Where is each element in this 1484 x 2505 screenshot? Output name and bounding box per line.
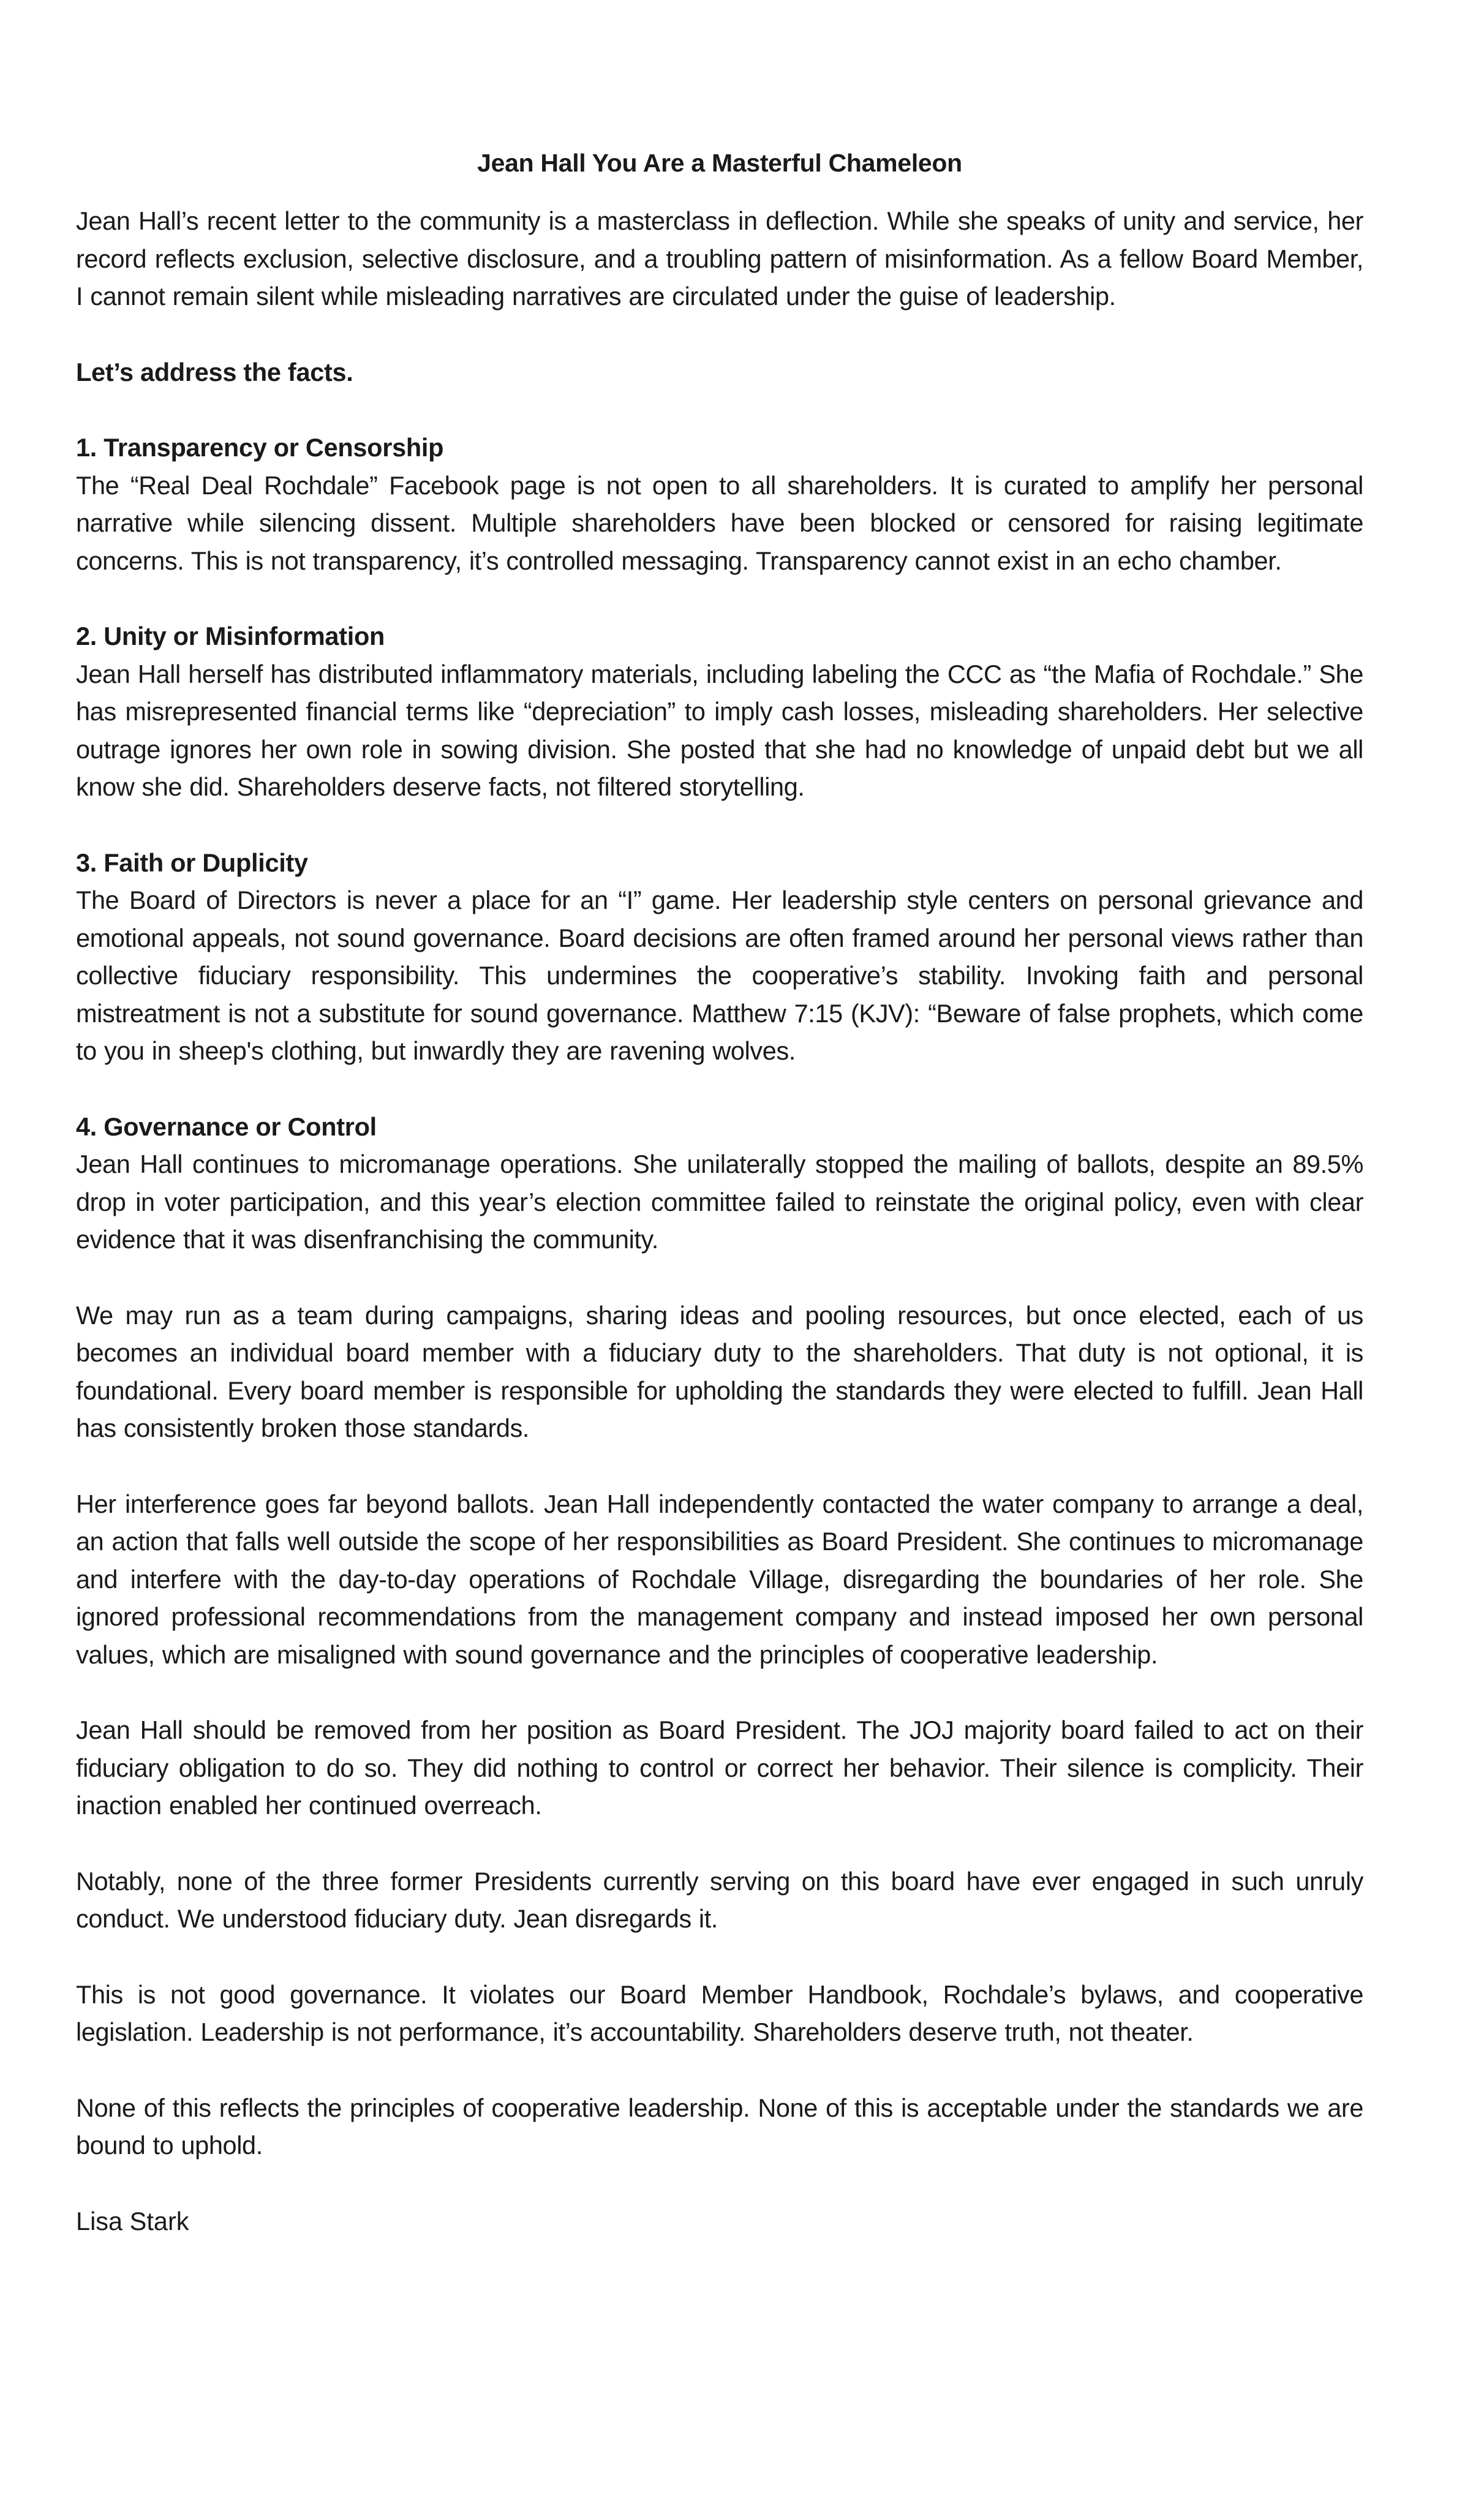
spacer (76, 315, 1363, 353)
paragraph-team-duty: We may run as a team during campaigns, sharing ideas and pooling resources, but once elected, each of us becomes an individual board member with a fiduciary duty to the shareholders. That duty is not optional, it is foundational. Every board member is responsible for upholding the standards they were elected to fulfill. Jean Hall has consistently broken those standards. (76, 1300, 1363, 1442)
paragraph-conclusion: None of this reflects the principles of cooperative leadership. None of this is acceptable under the standards we are bound to uphold. (76, 2093, 1363, 2160)
spacer (76, 579, 1363, 617)
section-body: Jean Hall continues to micromanage operations. She unilaterally stopped the mailing of ballots, despite an 89.5% drop in voter participation, and this year’s election committee failed to reinstate the original policy, even with clear evidence that it was disenfranchising the community. (76, 1150, 1363, 1254)
spacer (76, 1259, 1363, 1297)
paragraph-interference: Her interference goes far beyond ballots. Jean Hall independently contacted the water company to arrange a deal, an action that falls well outside the scope of her responsibilities as Board President. She continues to micromanage and interfere with the day-to-day operations of Rochdale Village, disregarding the boundaries of her role. She ignored professional recommendations from the management company and instead imposed her own personal values, which are misaligned with sound governance and the principles of cooperative leadership. (76, 1489, 1363, 1669)
facts-heading: Let’s address the facts. (76, 357, 353, 386)
spacer (76, 1447, 1363, 1485)
section-governance (76, 1108, 1363, 1259)
paragraph-removal: Jean Hall should be removed from her position as Board President. The JOJ majority board failed to act on their fiduciary obligation to do so. They did nothing to control or correct her behavior. Their silence is complicity. Their inaction enabled her continued overreach. (76, 1716, 1363, 1820)
section-body: Jean Hall herself has distributed inflammatory materials, including labeling the CCC as “the Mafia of Rochdale.” She has misrepresented financial terms like “depreciation” to imply cash losses, misleading shareholders. Her selective outrage ignores her own role in sowing division. She posted that she had no knowledge of unpaid debt but we all know she did. Shareholders deserve facts, not filtered storytelling. (76, 659, 1363, 801)
section-body: The Board of Directors is never a place for an “I” game. Her leadership style centers on personal grievance and emotional appeals, not sound governance. Board decisions are often framed around her personal views rather than collective fiduciary responsibility. This undermines the cooperative’s stability. Invoking faith and personal mistreatment is not a substitute for sound governance. Matthew 7:15 (KJV): “Beware of false prophets, which come to you in sheep's clothing, but inwardly they are ravening wolves. (76, 886, 1363, 1065)
spacer (76, 1938, 1363, 1976)
spacer (76, 1070, 1363, 1108)
section-heading: 1. Transparency or Censorship (76, 433, 444, 462)
signature: Lisa Stark (76, 2206, 189, 2236)
section-body: The “Real Deal Rochdale” Facebook page is not open to all shareholders. It is curated to amplify her personal narrative while silencing dissent. Multiple shareholders have been blocked or censored for raising legitimate concerns. This is not transparency, it’s controlled messaging. Transparency cannot exist in an echo chamber. (76, 470, 1363, 575)
spacer (76, 1825, 1363, 1863)
section-faith (76, 844, 1363, 1070)
document-title: Jean Hall You Are a Masterful Chameleon (477, 149, 962, 177)
section-unity (76, 617, 1363, 806)
section-heading: 3. Faith or Duplicity (76, 848, 308, 877)
section-heading: 4. Governance or Control (76, 1112, 377, 1141)
section-heading: 2. Unity or Misinformation (76, 622, 385, 650)
intro-paragraph: Jean Hall’s recent letter to the community is a masterclass in deflection. While she speaks of unity and service, her record reflects exclusion, selective disclosure, and a troubling pattern of misinformation. As a fellow Board Member, I cannot remain silent while misleading narratives are circulated under the guise of leadership. (76, 206, 1363, 311)
spacer (76, 2164, 1363, 2202)
paragraph-not-good-governance: This is not good governance. It violates our Board Member Handbook, Rochdale’s bylaws, and cooperative legislation. Leadership is not performance, it’s accountability. Shareholders deserve truth, not theater. (76, 1980, 1363, 2046)
spacer (76, 1673, 1363, 1711)
letter-body (76, 202, 1363, 2240)
spacer (76, 806, 1363, 844)
spacer (76, 391, 1363, 429)
paragraph-former-presidents: Notably, none of the three former Presidents currently serving on this board have ever engaged in such unruly conduct. We understood fiduciary duty. Jean disregards it. (76, 1866, 1363, 1933)
section-transparency (76, 429, 1363, 579)
spacer (76, 2051, 1363, 2089)
